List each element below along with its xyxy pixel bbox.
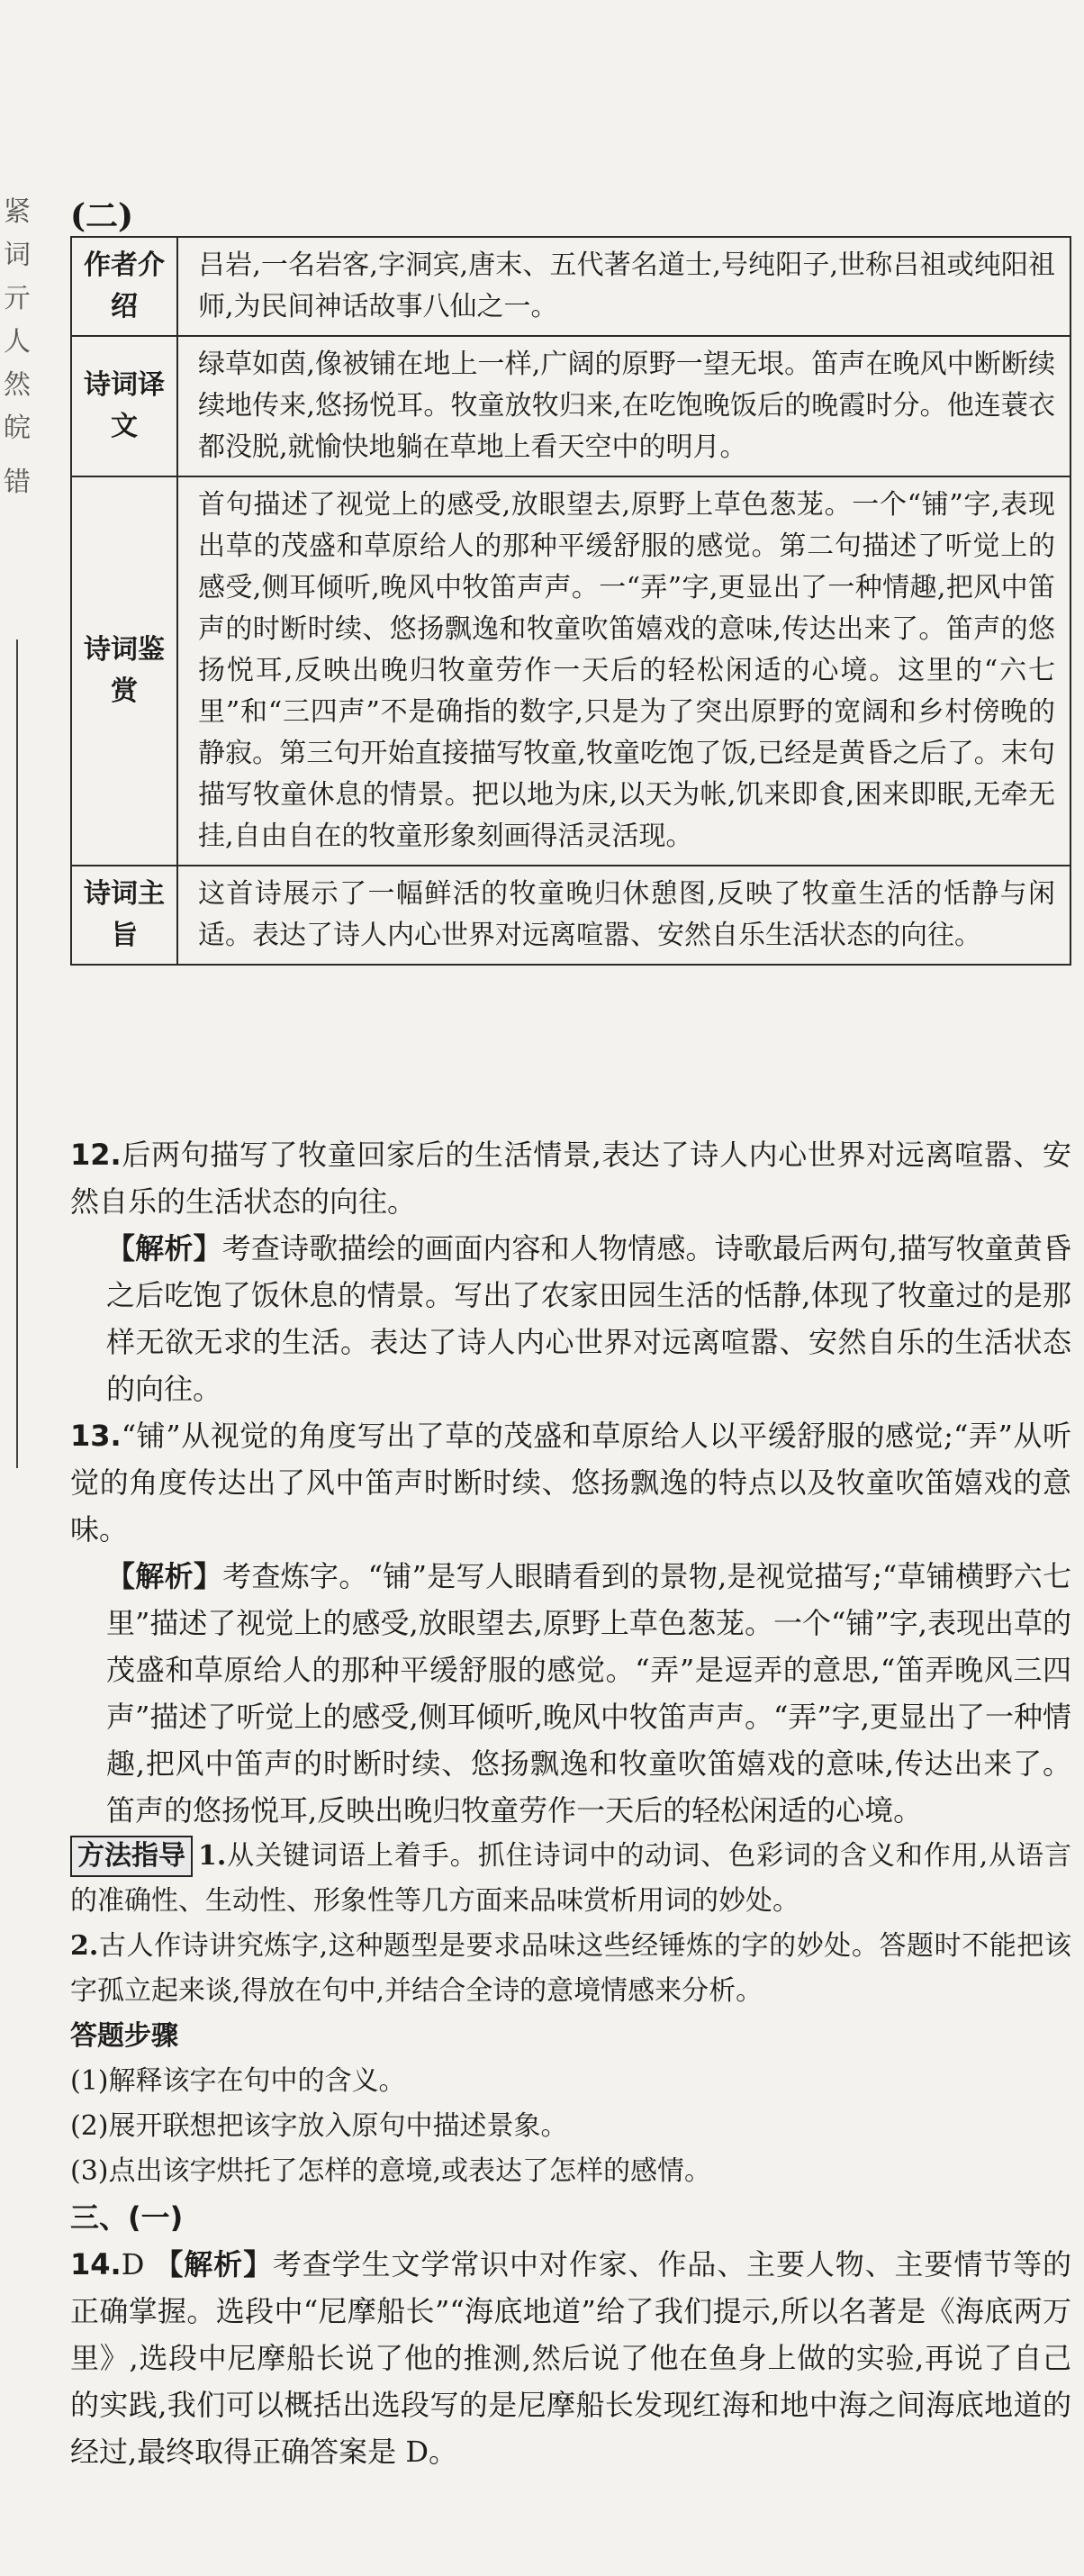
analysis-text: 考查诗歌描绘的画面内容和人物情感。诗歌最后两句,描写牧童黄昏之后吃饱了饭休息的情景。写出了农家田园生活的恬静,体现了牧童过的是那样无欲无求的生活。表达了诗人内心世界对远离喧嚣、安然自乐的生活状态的向往。	[106, 1231, 1071, 1406]
margin-char: 错	[4, 467, 31, 498]
row-content: 吕岩,一名岩客,字洞宾,唐末、五代著名道士,号纯阳子,世称吕祖或纯阳祖师,为民间神话故事八仙之一。	[177, 237, 1070, 336]
steps-title: 答题步骤	[70, 2020, 178, 2052]
answer-text: D	[121, 2247, 145, 2281]
tip-text: 古人作诗讲究炼字,这种题型是要求品味这些经锤炼的字的妙处。答题时不能把该字孤立起来谈,得放在句中,并结合全诗的意境情感来分析。	[70, 1930, 1071, 2007]
row-label: 诗词译文	[71, 336, 177, 476]
question-number: 12.	[70, 1138, 122, 1172]
margin-rule	[16, 639, 18, 1468]
margin-char: 紧	[4, 196, 31, 228]
analysis-tag: 【解析】	[106, 1231, 222, 1265]
tip-text: 从关键词语上着手。抓住诗词中的动词、色彩词的含义和作用,从语言的准确性、生动性、形象性等几方面来品味赏析用词的妙处。	[70, 1840, 1071, 1917]
section-three-title: 三、(一)	[70, 2200, 184, 2235]
row-content: 这首诗展示了一幅鲜活的牧童晚归休憩图,反映了牧童生活的恬静与闲适。表达了诗人内心世界对远离喧嚣、安然自乐生活状态的向往。	[177, 866, 1070, 965]
method-tag: 方法指导	[70, 1836, 193, 1877]
analysis-12	[70, 1225, 1071, 1412]
analysis-text: 考查炼字。“铺”是写人眼睛看到的景物,是视觉描写;“草铺横野六七里”描述了视觉上的感受,放眼望去,原野上草色葱茏。一个“铺”字,表现出草的茂盛和草原给人的那种平缓舒服的感觉。“弄”是逗弄的意思,“笛弄晚风三四声”描述了听觉上的感受,侧耳倾听,晚风中牧笛声声。“弄”字,更显出了一种情趣,把风中笛声的时断时续、悠扬飘逸和牧童吹笛嬉戏的意味,传达出来了。笛声的悠扬悦耳,反映出晚归牧童劳作一天后的轻松闲适的心境。	[106, 1559, 1071, 1828]
question-number: 14.	[70, 2247, 122, 2281]
analysis-text: 考查学生文学常识中对作家、作品、主要人物、主要情节等的正确掌握。选段中“尼摩船长”“海底地道”给了我们提示,所以名著是《海底两万里》,选段中尼摩船长说了他的推测,然后说了他在鱼身上做的实验,再说了自己的实践,我们可以概括出选段写的是尼摩船长发现红海和地中海之间海底地道的经过,最终取得正确答案是 D。	[70, 2247, 1071, 2469]
answer-14	[70, 2241, 1071, 2475]
margin-char: 人	[4, 326, 31, 358]
answer-section	[70, 1131, 1071, 2475]
margin-char: 然	[4, 369, 31, 401]
answer-text: 后两句描写了牧童回家后的生活情景,表达了诗人内心世界对远离喧嚣、安然自乐的生活状态的向往。	[70, 1138, 1071, 1219]
method-tip-2	[70, 1924, 1071, 2014]
poem-info-table	[70, 236, 1071, 966]
row-label: 诗词鉴赏	[71, 476, 177, 866]
margin-char: 词	[4, 240, 31, 271]
margin-char: 皖	[4, 413, 31, 444]
tip-number: 2.	[70, 1930, 99, 1962]
analysis-13	[70, 1553, 1071, 1834]
table-row	[71, 237, 1070, 336]
row-label: 作者介绍	[71, 237, 177, 336]
tip-number: 1.	[198, 1840, 227, 1872]
row-content: 绿草如茵,像被铺在地上一样,广阔的原野一望无垠。笛声在晚风中断断续续地传来,悠扬悦耳。牧童放牧归来,在吃饱晚饭后的晚霞时分。他连蓑衣都没脱,就愉快地躺在草地上看天空中的明月。	[177, 336, 1070, 476]
row-content: 首句描述了视觉上的感受,放眼望去,原野上草色葱茏。一个“铺”字,表现出草的茂盛和草原给人的那种平缓舒服的感觉。第二句描述了听觉上的感受,侧耳倾听,晚风中牧笛声声。一“弄”字,更显出了一种情趣,把风中笛声的时断时续、悠扬飘逸和牧童吹笛嬉戏的意味,传达出来了。笛声的悠扬悦耳,反映出晚归牧童劳作一天后的轻松闲适的心境。这里的“六七里”和“三四声”不是确指的数字,只是为了突出原野的宽阔和乡村傍晚的静寂。第三句开始直接描写牧童,牧童吃饱了饭,已经是黄昏之后了。末句描写牧童休息的情景。把以地为床,以天为帐,饥来即食,困来即眠,无牵无挂,自由自在的牧童形象刻画得活灵活现。	[177, 476, 1070, 866]
answer-13	[70, 1412, 1071, 1553]
analysis-tag: 【解析】	[154, 2247, 273, 2281]
margin-char: 亓	[4, 283, 31, 314]
row-label: 诗词主旨	[71, 866, 177, 965]
page-edge-margin	[0, 189, 36, 1540]
method-tip-1	[70, 1834, 1071, 1924]
step-item: (1)解释该字在句中的含义。	[70, 2065, 406, 2097]
step-item: (3)点出该字烘托了怎样的意境,或表达了怎样的感情。	[70, 2155, 712, 2187]
answer-text: “铺”从视觉的角度写出了草的茂盛和草原给人以平缓舒服的感觉;“弄”从听觉的角度传达出了风中笛声时断时续、悠扬飘逸的特点以及牧童吹笛嬉戏的意味。	[70, 1419, 1071, 1547]
step-item: (2)展开联想把该字放入原句中描述景象。	[70, 2110, 568, 2142]
section-title: (二)	[70, 197, 134, 235]
table-row	[71, 336, 1070, 476]
answer-12	[70, 1131, 1071, 1225]
table-row	[71, 476, 1070, 866]
table-row	[71, 866, 1070, 965]
analysis-tag: 【解析】	[106, 1559, 223, 1593]
question-number: 13.	[70, 1419, 122, 1453]
